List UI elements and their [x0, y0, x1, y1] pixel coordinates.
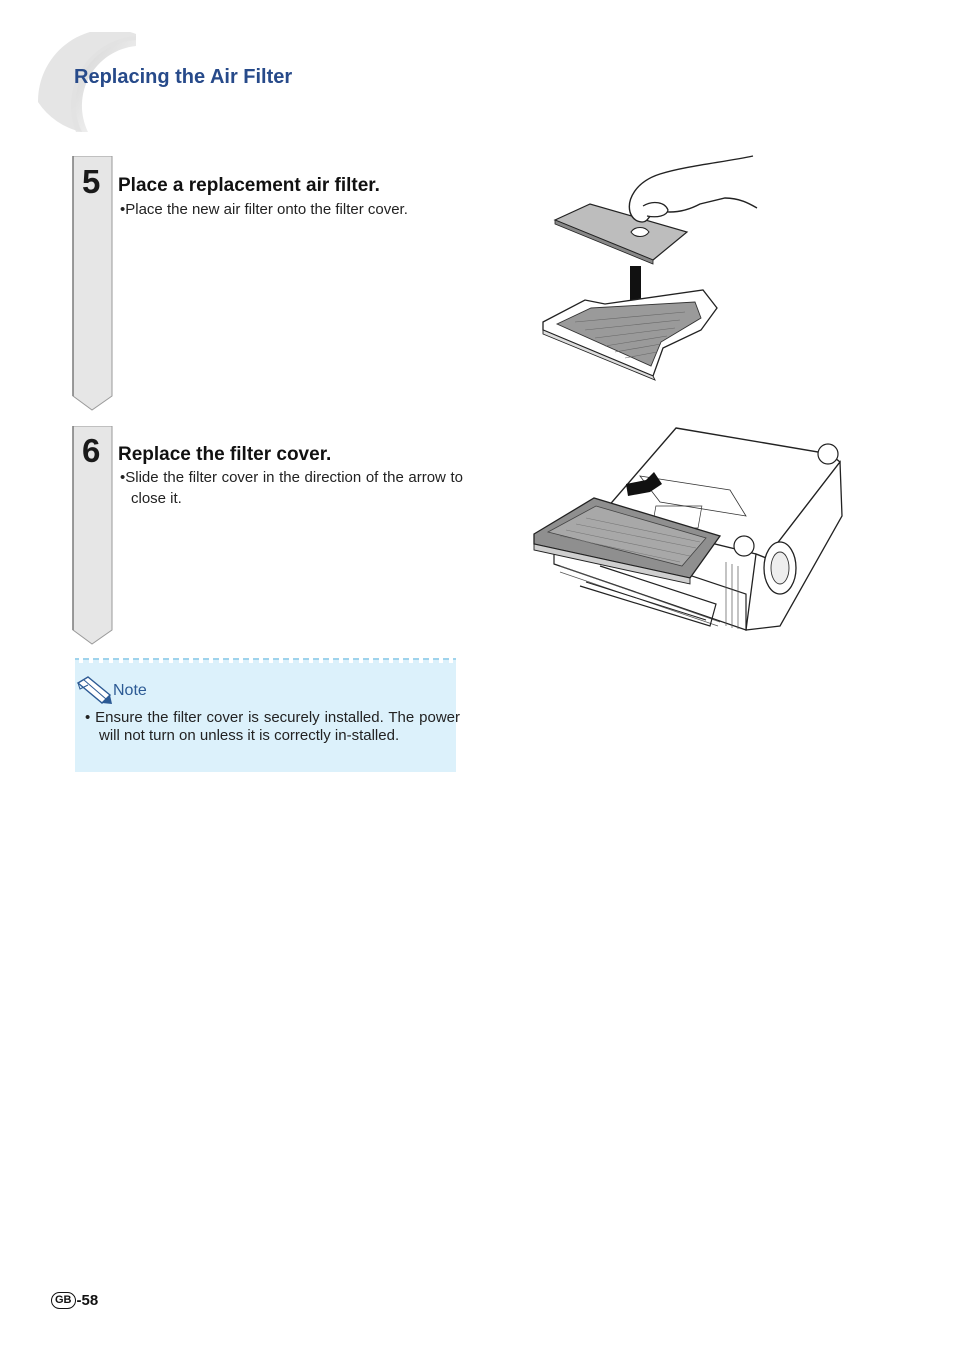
section-title: Replacing the Air Filter [74, 66, 293, 88]
step-bullet: •Slide the filter cover in the direction of the arrow to close it. [120, 469, 463, 507]
step-heading: Place a replacement air filter. [118, 175, 380, 196]
corner-arc-decoration [36, 32, 156, 152]
note-item: • Ensure the filter cover is securely installed. The power will not turn on unless it is correctly in-stalled. [85, 709, 460, 744]
step-bullet: •Place the new air filter onto the filter cover. [120, 201, 408, 218]
pencil-note-icon [76, 675, 112, 705]
step-number: 5 [82, 163, 101, 200]
projector-filter-cover-illustration [530, 426, 846, 636]
step-heading: Replace the filter cover. [118, 444, 332, 465]
filter-placement-illustration [535, 152, 760, 382]
region-badge: GB [51, 1292, 76, 1309]
note-top-border [75, 658, 456, 666]
page-number-text: -58 [76, 1291, 99, 1309]
page-number [51, 1289, 98, 1311]
step-number: 6 [82, 432, 101, 469]
note-label: Note [113, 682, 147, 699]
